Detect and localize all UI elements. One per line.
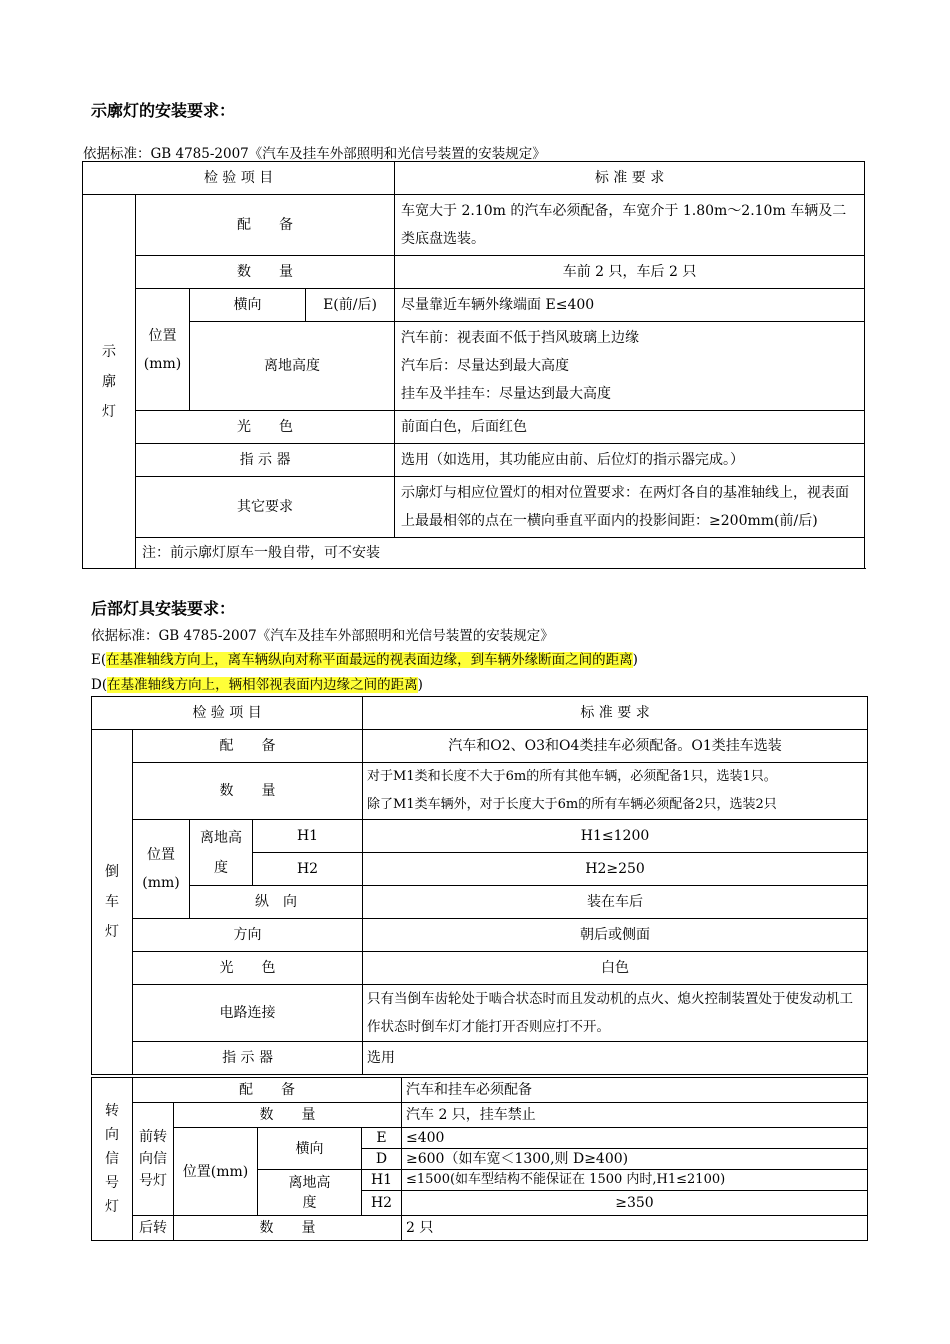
table-header-row: [83, 162, 865, 195]
group-label: [92, 1078, 133, 1241]
table-row: [83, 289, 865, 322]
section1-heading: 示廓灯的安装要求：: [91, 101, 236, 120]
req-shuliang: 车前 2 只，车后 2 只: [395, 256, 865, 289]
table-row: [92, 952, 868, 985]
item-e: E: [362, 1128, 402, 1149]
clearance-lamp-table: [82, 161, 865, 569]
col-req-header: 标 准 要 求: [363, 697, 868, 730]
section2-basis: 依据标准：GB 4785-2007《汽车及挂车外部照明和光信号装置的安装规定》: [91, 628, 554, 644]
table-row: [92, 1042, 868, 1075]
d-definition-text: 在基准轴线方向上，辆相邻视表面内边缘之间的距离: [107, 677, 418, 693]
req-h2: ≥350: [402, 1191, 868, 1216]
table-row: [92, 1216, 868, 1241]
item-h2: H2: [362, 1191, 402, 1216]
col-item-header: 检 验 项 目: [92, 697, 363, 730]
req-shuliang: [363, 763, 868, 820]
req-guangse: 白色: [363, 952, 868, 985]
e-definition-suffix: ): [632, 652, 638, 668]
table-row: [92, 763, 868, 820]
item-fangxiang: 方向: [133, 919, 363, 952]
req-lidi-line: 汽车前：视表面不低于挡风玻璃上边缘: [401, 330, 640, 346]
item-qita: 其它要求: [136, 477, 395, 538]
table-row: [83, 444, 865, 477]
item-shuliang: 数 量: [174, 1216, 402, 1241]
front-turn-group-text: 前转向信号灯: [139, 1129, 167, 1189]
req-h2: H2≥250: [363, 853, 868, 886]
col-item-header: 检 验 项 目: [83, 162, 395, 195]
item-lidi: 离地高度: [190, 322, 395, 411]
req-guangse: 前面白色，后面红色: [395, 411, 865, 444]
req-shuliang: 2 只: [402, 1216, 868, 1241]
group-label: [92, 730, 133, 1075]
d-definition-prefix: D(: [91, 677, 108, 693]
item-zongxiang: 纵 向: [190, 886, 363, 919]
item-shuliang: 数 量: [133, 763, 363, 820]
req-peibei: 车宽大于 2.10m 的汽车必须配备，车宽介于 1.80m～2.10m 车辆及二类底盘选装。: [395, 195, 865, 256]
item-h1: H1: [362, 1170, 402, 1191]
table-row: [92, 730, 868, 763]
item-h2: H2: [253, 853, 363, 886]
d-definition-suffix: ): [417, 677, 423, 693]
table-row: [92, 886, 868, 919]
table-row: [83, 477, 865, 538]
item-zhishiqi: 指 示 器: [136, 444, 395, 477]
req-fangxiang: 朝后或侧面: [363, 919, 868, 952]
turn-signal-table: [91, 1077, 868, 1241]
section1-basis: 依据标准：GB 4785-2007《汽车及挂车外部照明和光信号装置的安装规定》: [83, 146, 546, 162]
rear-turn-group: 后转: [133, 1216, 174, 1241]
col-req-header: 标 准 要 求: [395, 162, 865, 195]
item-d: D: [362, 1149, 402, 1170]
req-zhishiqi: 选用: [363, 1042, 868, 1075]
table-row: [92, 1103, 868, 1128]
item-shuliang: 数 量: [136, 256, 395, 289]
e-definition: [91, 648, 638, 668]
item-zhishiqi: 指 示 器: [133, 1042, 363, 1075]
table-header-row: [92, 697, 868, 730]
item-peibei: 配 备: [136, 195, 395, 256]
req-peibei: 汽车和O2、O3和O4类挂车必须配备。O1类挂车选装: [363, 730, 868, 763]
item-weizhi: 位置(mm): [133, 820, 190, 919]
item-guangse: 光 色: [133, 952, 363, 985]
table-row: [83, 322, 865, 411]
req-lidi-line: 挂车及半挂车：尽量达到最大高度: [401, 386, 612, 402]
req-h1: H1≤1200: [363, 820, 868, 853]
req-qita: 示廓灯与相应位置灯的相对位置要求：在两灯各自的基准轴线上，视表面上最最相邻的点在一横向垂直平面内的投影间距：≥200mm(前/后): [395, 477, 865, 538]
item-dianlu: 电路连接: [133, 985, 363, 1042]
req-hengxiang: 尽量靠近车辆外缘端面 E≤400: [395, 289, 865, 322]
d-definition: [91, 673, 423, 693]
req-zhishiqi: 选用（如选用，其功能应由前、后位灯的指示器完成。）: [395, 444, 865, 477]
table-note: 注：前示廓灯原车一般自带，可不安装: [136, 538, 865, 569]
table-row: [92, 1078, 868, 1103]
req-lidi: [395, 322, 865, 411]
item-hengxiang: 横向: [258, 1128, 362, 1170]
req-zongxiang: 装在车后: [363, 886, 868, 919]
group-label-text: 转向信号灯: [105, 1103, 119, 1215]
item-lidi: 离地高度: [258, 1170, 362, 1216]
note-row: [83, 538, 865, 569]
req-shuliang: 汽车 2 只，挂车禁止: [402, 1103, 868, 1128]
req-h1: ≤1500(如车型结构不能保证在 1500 内时,H1≤2100): [402, 1170, 868, 1191]
table-row: [83, 195, 865, 256]
item-peibei: 配 备: [133, 730, 363, 763]
item-h1: H1: [253, 820, 363, 853]
req-lidi-line: 汽车后：尽量达到最大高度: [401, 358, 570, 374]
table-row: [92, 985, 868, 1042]
group-label: [83, 195, 136, 569]
item-e: E(前/后): [306, 289, 395, 322]
group-label-text: 示廓灯: [102, 343, 116, 420]
req-e: ≤400: [402, 1128, 868, 1149]
req-peibei: 汽车和挂车必须配备: [402, 1078, 868, 1103]
reversing-lamp-table: [91, 696, 868, 1075]
req-d: ≥600（如车宽＜1300,则 D≥400): [402, 1149, 868, 1170]
item-lidi: 离地高度: [190, 820, 253, 886]
table-row: [83, 256, 865, 289]
item-peibei: 配 备: [133, 1078, 402, 1103]
req-dianlu: 只有当倒车齿轮处于啮合状态时而且发动机的点火、熄火控制装置处于使发动机工作状态时倒车灯才能打开否则应打不开。: [363, 985, 868, 1042]
group-label-text: 倒车灯: [105, 864, 119, 940]
item-shuliang: 数 量: [174, 1103, 402, 1128]
front-turn-group: [133, 1103, 174, 1216]
e-definition-prefix: E(: [91, 652, 107, 668]
item-hengxiang: 横向: [190, 289, 306, 322]
table-row: [83, 411, 865, 444]
item-weizhi: 位置(mm): [136, 289, 190, 411]
section2-heading: 后部灯具安装要求：: [91, 599, 236, 618]
table-row: [92, 919, 868, 952]
req-shuliang-line: 除了M1类车辆外，对于长度大于6m的所有车辆必须配备2只，选装2只: [367, 797, 777, 812]
item-guangse: 光 色: [136, 411, 395, 444]
table-row: [92, 1128, 868, 1149]
item-weizhi: 位置(mm): [174, 1128, 258, 1216]
table-row: [92, 820, 868, 853]
req-shuliang-line: 对于M1类和长度不大于6m的所有其他车辆，必须配备1只，选装1只。: [367, 769, 777, 784]
e-definition-text: 在基准轴线方向上，离车辆纵向对称平面最远的视表面边缘，到车辆外缘断面之间的距离: [106, 652, 633, 668]
